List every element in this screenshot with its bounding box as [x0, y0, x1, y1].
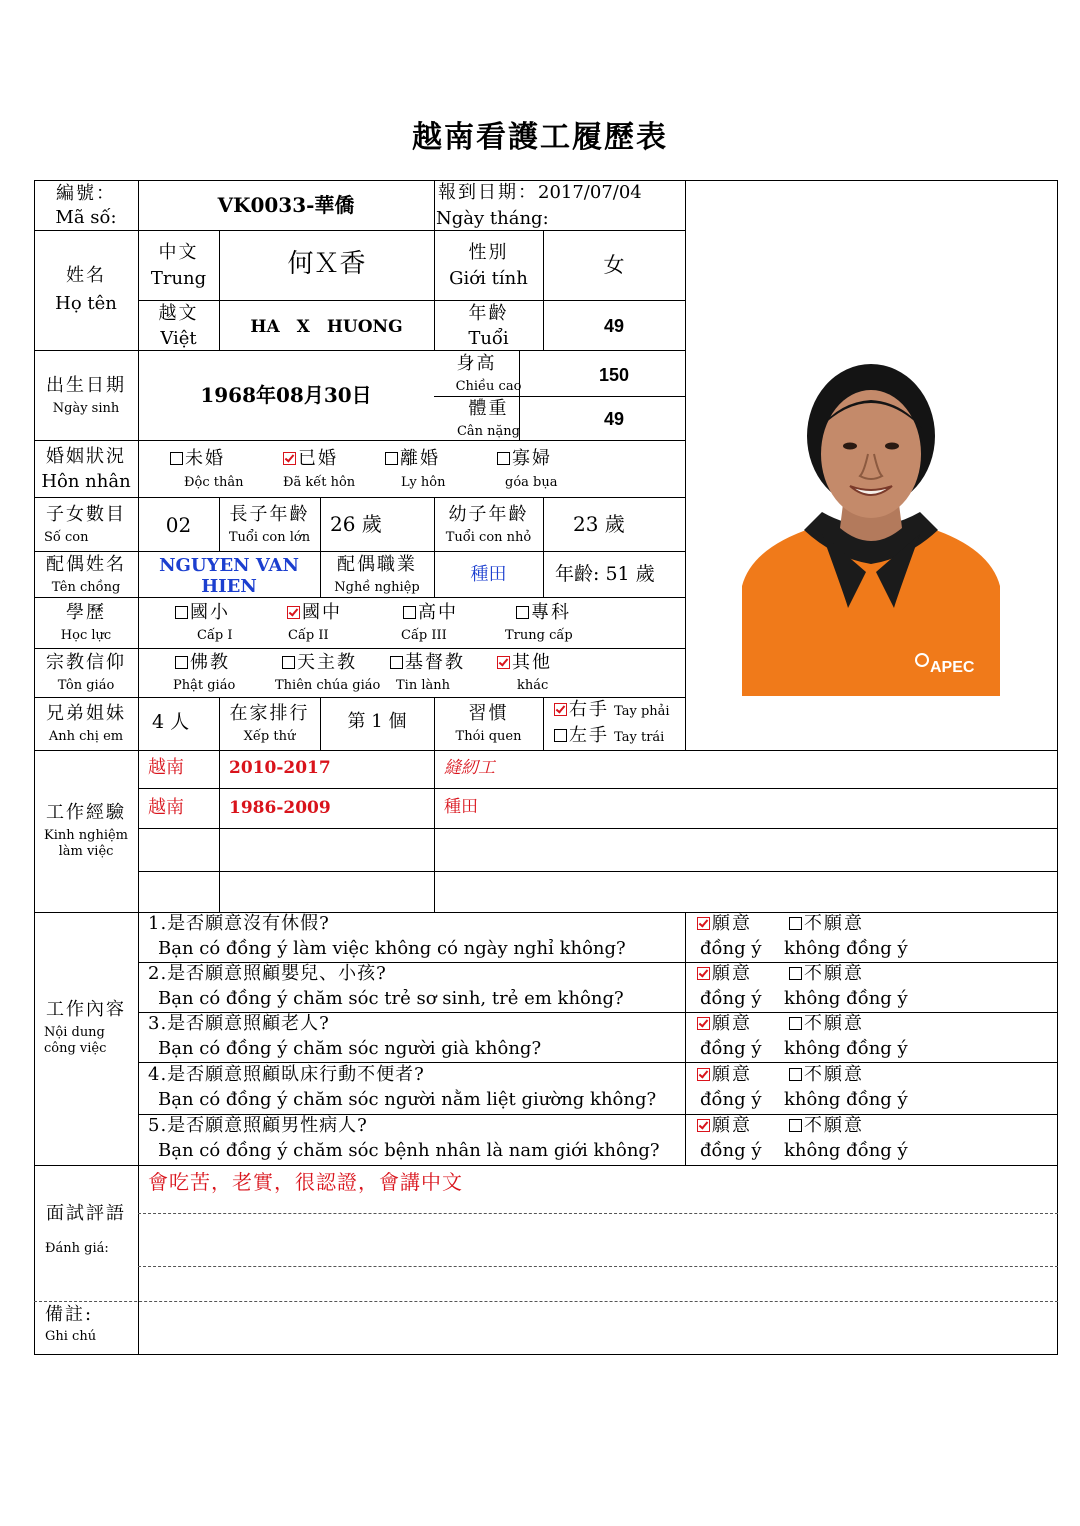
- religion-option-label-zh: 其他: [512, 652, 552, 673]
- spouse-job-value: 種田: [470, 564, 507, 585]
- habit-label-vi: Thói quen: [455, 729, 522, 744]
- religion-option-label-zh: 佛教: [190, 652, 230, 673]
- height-value: 150: [598, 365, 630, 385]
- task-question-zh: 5.是否願意照顧男性病人?: [148, 1115, 368, 1136]
- agree-label-zh: 願意: [712, 1064, 752, 1085]
- youngest-age-value: 23 歲: [573, 512, 625, 536]
- disagree-label-zh: 不願意: [804, 1115, 864, 1136]
- task-question-vi: Bạn có đồng ý làm việc không có ngày nghỉ không?: [158, 938, 626, 959]
- tasks-label-vi-1: Nội dung: [44, 1025, 105, 1040]
- right-hand-checkbox[interactable]: [554, 703, 567, 716]
- work-row-1-place: 越南: [148, 757, 184, 778]
- task-question-zh: 2.是否願意照顧嬰兒、小孩?: [148, 963, 387, 984]
- marital-option-label-vi: Đã kết hôn: [283, 475, 356, 490]
- agree-label-vi: đồng ý: [700, 1089, 762, 1110]
- marital-option-label-vi: Độc thân: [184, 475, 244, 490]
- religion-checkbox-3[interactable]: [390, 656, 403, 669]
- weight-value: 49: [603, 409, 625, 429]
- religion-checkbox-1[interactable]: [175, 656, 188, 669]
- code-label-zh: 編號：: [56, 183, 116, 204]
- report-date-label-zh: 報到日期：2017/07/04: [438, 182, 642, 203]
- name-label-vi: Họ tên: [55, 293, 117, 314]
- marital-option-1[interactable]: [170, 449, 225, 470]
- birth-label-zh: 出生日期: [46, 375, 126, 396]
- agree-checkbox[interactable]: [697, 967, 710, 980]
- vietnamese-label-zh: 越文: [158, 303, 199, 324]
- task-question-vi: Bạn có đồng ý chăm sóc trẻ sơ sinh, trẻ em không?: [158, 988, 624, 1009]
- disagree-label-vi: không đồng ý: [784, 1089, 908, 1110]
- applicant-photo: [742, 358, 1000, 696]
- religion-option-3[interactable]: [390, 653, 465, 674]
- agree-checkbox[interactable]: [697, 1068, 710, 1081]
- task-question-zh: 1.是否願意沒有休假?: [148, 913, 330, 934]
- siblings-label-vi: Anh chị em: [48, 729, 124, 744]
- habit-label-zh: 習慣: [468, 703, 509, 724]
- agree-label-vi: đồng ý: [700, 988, 762, 1009]
- marital-option-label-zh: 離婚: [400, 448, 440, 469]
- siblings-count: 4 人: [152, 711, 190, 733]
- youngest-label-vi: Tuổi con nhỏ: [445, 530, 532, 545]
- marital-option-label-zh: 寡婦: [512, 448, 552, 469]
- religion-option-label-vi: Phật giáo: [173, 678, 236, 693]
- disagree-checkbox[interactable]: [789, 1017, 802, 1030]
- education-option-label-zh: 國中: [302, 602, 342, 623]
- birth-label-vi: Ngày sinh: [52, 401, 120, 416]
- marital-checkbox-3[interactable]: [385, 452, 398, 465]
- left-hand-option[interactable]: 左手 Tay trái: [554, 726, 664, 747]
- left-hand-checkbox[interactable]: [554, 729, 567, 742]
- vietnamese-label-vi: Việt: [160, 328, 197, 349]
- work-row-2-place: 越南: [148, 797, 184, 818]
- education-option-label-vi: Cấp I: [197, 628, 233, 643]
- marital-option-label-vi: Ly hôn: [401, 475, 446, 490]
- tasks-label-zh: 工作內容: [46, 999, 126, 1020]
- education-label-zh: 學歷: [66, 602, 106, 623]
- agree-label-zh: 願意: [712, 963, 752, 984]
- interview-comment: 會吃苦，老實，很認證，會講中文: [148, 1170, 463, 1194]
- work-row-2-years: 1986-2009: [229, 798, 331, 818]
- interview-label-zh: 面試評語: [46, 1203, 126, 1224]
- religion-option-label-zh: 天主教: [297, 652, 357, 673]
- education-option-1[interactable]: [175, 603, 230, 624]
- disagree-label-zh: 不願意: [804, 913, 864, 934]
- report-date-label-vi: Ngày tháng:: [436, 208, 549, 229]
- disagree-label-vi: không đồng ý: [784, 938, 908, 959]
- spouse-name-line1: NGUYEN VAN: [159, 555, 299, 576]
- agree-checkbox[interactable]: [697, 1119, 710, 1132]
- religion-option-label-vi: Thiên chúa giáo: [275, 678, 381, 693]
- work-label-zh: 工作經驗: [46, 802, 126, 823]
- age-value: 49: [603, 316, 625, 336]
- disagree-checkbox[interactable]: [789, 1119, 802, 1132]
- task-disagree-option[interactable]: [789, 1014, 864, 1035]
- marital-option-4[interactable]: [497, 449, 552, 470]
- gender-label-zh: 性別: [468, 242, 509, 263]
- agree-label-vi: đồng ý: [700, 1038, 762, 1059]
- religion-label-zh: 宗教信仰: [46, 652, 126, 673]
- eldest-age-value: 26 歲: [330, 512, 382, 536]
- gender-label-vi: Giới tính: [449, 268, 528, 289]
- weight-label-vi: Cân nặng: [456, 424, 521, 439]
- marital-label-zh: 婚姻狀況: [46, 446, 126, 467]
- task-agree-option[interactable]: [697, 914, 752, 935]
- religion-checkbox-2[interactable]: [282, 656, 295, 669]
- applicant-portrait-image: [742, 358, 1000, 696]
- notes-label-zh: 備註:: [45, 1304, 94, 1325]
- task-disagree-option[interactable]: [789, 1116, 864, 1137]
- eldest-label-vi: Tuổi con lớn: [228, 530, 311, 545]
- religion-checkbox-4[interactable]: [497, 656, 510, 669]
- chinese-label-zh: 中文: [158, 242, 199, 263]
- disagree-label-vi: không đồng ý: [784, 988, 908, 1009]
- agree-label-zh: 願意: [712, 1115, 752, 1136]
- notes-label-vi: Ghi chú: [45, 1329, 97, 1344]
- work-row-1-job: 縫紉工: [444, 758, 495, 778]
- task-question-vi: Bạn có đồng ý chăm sóc người già không?: [158, 1038, 542, 1059]
- children-label-vi: Số con: [44, 530, 89, 545]
- task-disagree-option[interactable]: [789, 1065, 864, 1086]
- disagree-label-zh: 不願意: [804, 1013, 864, 1034]
- disagree-checkbox[interactable]: [789, 967, 802, 980]
- weight-label-zh: 體重: [468, 398, 509, 419]
- agree-label-vi: đồng ý: [700, 938, 762, 959]
- disagree-label-zh: 不願意: [804, 1064, 864, 1085]
- education-checkbox-1[interactable]: [175, 606, 188, 619]
- education-option-label-vi: Cấp III: [401, 628, 447, 643]
- disagree-label-zh: 不願意: [804, 963, 864, 984]
- right-hand-option[interactable]: 右手 Tay phải: [554, 700, 670, 721]
- interview-label-vi: Đánh giá:: [45, 1241, 109, 1256]
- work-row-2-job: 種田: [444, 797, 478, 817]
- education-option-3[interactable]: [403, 603, 458, 624]
- task-disagree-option[interactable]: [789, 914, 864, 935]
- chinese-name-value: 何Ｘ香: [287, 249, 366, 279]
- code-value: VK0033-華僑: [217, 193, 355, 217]
- spouse-age: 年齡: 51 歲: [555, 563, 655, 585]
- religion-option-label-vi: Tin lành: [396, 678, 450, 693]
- marital-option-3[interactable]: [385, 449, 440, 470]
- page-title: 越南看護工履歷表: [412, 120, 668, 155]
- height-label-vi: Chiều cao: [455, 379, 522, 394]
- chinese-label-vi: Trung: [150, 268, 207, 289]
- education-option-label-zh: 國小: [190, 602, 230, 623]
- religion-option-2[interactable]: [282, 653, 357, 674]
- children-count: 02: [165, 513, 192, 537]
- rank-label-vi: Xếp thứ: [243, 729, 296, 744]
- task-disagree-option[interactable]: [789, 964, 864, 985]
- rank-value: 第 1 個: [347, 711, 407, 732]
- religion-option-4[interactable]: [497, 653, 552, 674]
- gender-value: 女: [603, 253, 625, 277]
- spouse-job-label-vi: Nghề nghiệp: [334, 580, 420, 595]
- marital-checkbox-2[interactable]: [283, 452, 296, 465]
- education-option-2[interactable]: [287, 603, 342, 624]
- religion-option-1[interactable]: [175, 653, 230, 674]
- marital-checkbox-4[interactable]: [497, 452, 510, 465]
- age-label-vi: Tuổi: [468, 328, 509, 349]
- education-option-4[interactable]: [516, 603, 571, 624]
- education-checkbox-4[interactable]: [516, 606, 529, 619]
- spouse-name-line2: HIEN: [201, 576, 257, 597]
- religion-option-label-zh: 基督教: [405, 652, 465, 673]
- education-checkbox-2[interactable]: [287, 606, 300, 619]
- education-option-label-vi: Cấp II: [288, 628, 329, 643]
- work-label-vi-1: Kinh nghiệm: [44, 828, 128, 843]
- work-label-vi-2: làm việc: [58, 844, 114, 859]
- youngest-label-zh: 幼子年齡: [448, 504, 529, 525]
- task-agree-option[interactable]: [697, 1014, 752, 1035]
- marital-checkbox-1[interactable]: [170, 452, 183, 465]
- work-row-1-years: 2010-2017: [229, 758, 331, 778]
- education-checkbox-3[interactable]: [403, 606, 416, 619]
- task-agree-option[interactable]: [697, 964, 752, 985]
- agree-checkbox[interactable]: [697, 1017, 710, 1030]
- birth-value: 1968年08月30日: [200, 383, 372, 407]
- height-label-zh: 身高: [456, 353, 497, 374]
- disagree-checkbox[interactable]: [789, 917, 802, 930]
- marital-option-2[interactable]: [283, 449, 338, 470]
- spouse-label-zh: 配偶姓名: [46, 554, 126, 575]
- agree-checkbox[interactable]: [697, 917, 710, 930]
- agree-label-zh: 願意: [712, 1013, 752, 1034]
- age-label-zh: 年齡: [468, 303, 509, 324]
- task-agree-option[interactable]: [697, 1116, 752, 1137]
- education-option-label-vi: Trung cấp: [505, 628, 573, 643]
- task-agree-option[interactable]: [697, 1065, 752, 1086]
- spouse-label-vi: Tên chồng: [51, 580, 121, 595]
- children-label-zh: 子女數目: [46, 504, 126, 525]
- tasks-label-vi-2: công việc: [44, 1041, 107, 1056]
- code-label-vi: Mã số:: [55, 207, 117, 228]
- education-option-label-zh: 專科: [531, 602, 571, 623]
- task-question-vi: Bạn có đồng ý chăm sóc bệnh nhân là nam giới không?: [158, 1140, 660, 1161]
- vietnamese-name-value: HA X HUONG: [250, 317, 403, 337]
- task-question-zh: 3.是否願意照顧老人?: [148, 1013, 330, 1034]
- marital-option-label-zh: 已婚: [298, 448, 338, 469]
- marital-option-label-vi: góa bụa: [505, 475, 558, 490]
- name-label-zh: 姓名: [66, 265, 106, 286]
- eldest-label-zh: 長子年齡: [229, 504, 310, 525]
- shirt-logo-text: APEC: [930, 659, 975, 676]
- rank-label-zh: 在家排行: [229, 703, 310, 724]
- marital-option-label-zh: 未婚: [185, 448, 225, 469]
- siblings-label-zh: 兄弟姐妹: [46, 703, 126, 724]
- education-label-vi: Học lực: [60, 628, 112, 643]
- disagree-checkbox[interactable]: [789, 1068, 802, 1081]
- spouse-job-label-zh: 配偶職業: [337, 554, 417, 575]
- religion-option-label-vi: khác: [517, 678, 549, 693]
- education-option-label-zh: 高中: [418, 602, 458, 623]
- disagree-label-vi: không đồng ý: [784, 1140, 908, 1161]
- disagree-label-vi: không đồng ý: [784, 1038, 908, 1059]
- agree-label-zh: 願意: [712, 913, 752, 934]
- agree-label-vi: đồng ý: [700, 1140, 762, 1161]
- religion-label-vi: Tôn giáo: [57, 678, 115, 693]
- task-question-vi: Bạn có đồng ý chăm sóc người nằm liệt giường không?: [158, 1089, 657, 1110]
- marital-label-vi: Hôn nhân: [41, 471, 131, 492]
- task-question-zh: 4.是否願意照顧臥床行動不便者?: [148, 1064, 425, 1085]
